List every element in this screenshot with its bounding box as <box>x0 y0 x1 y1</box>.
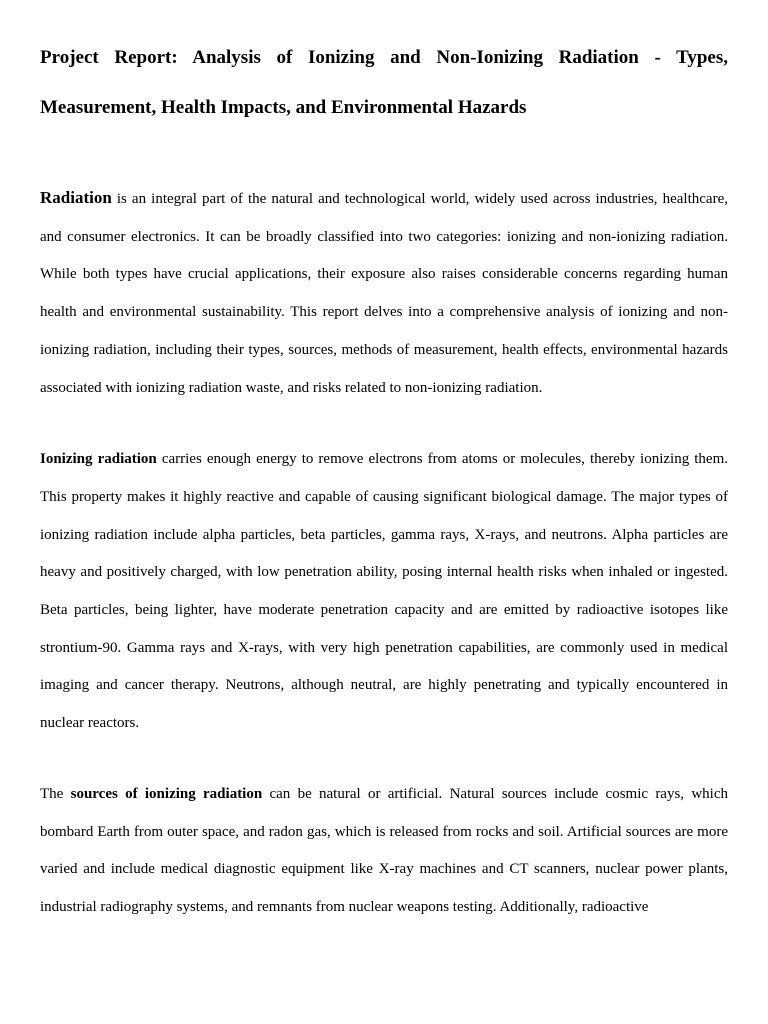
paragraph-prefix: The <box>40 785 71 802</box>
paragraph-text: can be natural or artificial. Natural sources include cosmic rays, which bombard Earth from outer space, and radon gas, which is released from rocks and soil. Artificial sources are more varied and include medical diagnostic equipment like X-ray machines and CT scanners, nuclear power plants, industrial radiography systems, and remnants from nuclear weapons testing. Additionally, radioactive <box>40 785 728 915</box>
paragraph-ionizing-radiation <box>40 441 728 743</box>
paragraph-sources <box>40 776 728 927</box>
paragraph-radiation-intro <box>40 179 728 407</box>
paragraph-lead: Radiation <box>40 188 112 207</box>
paragraph-text: is an integral part of the natural and technological world, widely used across industries, healthcare, and consumer electronics. It can be broadly classified into two categories: ionizing and non-ionizing radiation. While both types have crucial applications, their exposure also raises considerable concerns regarding human health and environmental sustainability. This report delves into a comprehensive analysis of ionizing and non-ionizing radiation, including their types, sources, methods of measurement, health effects, environmental hazards associated with ionizing radiation waste, and risks related to non-ionizing radiation. <box>40 191 728 396</box>
paragraph-lead: sources of ionizing radiation <box>70 785 263 802</box>
paragraph-lead: Ionizing radiation <box>40 451 157 468</box>
page-title: Project Report: Analysis of Ionizing and Non-Ionizing Radiation - Types, Measurement, Health Impacts, and Environmental Hazards <box>40 47 728 118</box>
document-page <box>40 0 728 927</box>
paragraph-text: carries enough energy to remove electrons from atoms or molecules, thereby ionizing them. This property makes it highly reactive and capable of causing significant biological damage. The major types of ionizing radiation include alpha particles, beta particles, gamma rays, X-rays, and neutrons. Alpha particles are heavy and positively charged, with low penetration ability, posing internal health risks when inhaled or ingested. Beta particles, being lighter, have moderate penetration capacity and are emitted by radioactive isotopes like strontium-90. Gamma rays and X-rays, with very high penetration capabilities, are commonly used in medical imaging and cancer therapy. Neutrons, although neutral, are highly penetrating and typically encountered in nuclear reactors. <box>40 451 729 732</box>
